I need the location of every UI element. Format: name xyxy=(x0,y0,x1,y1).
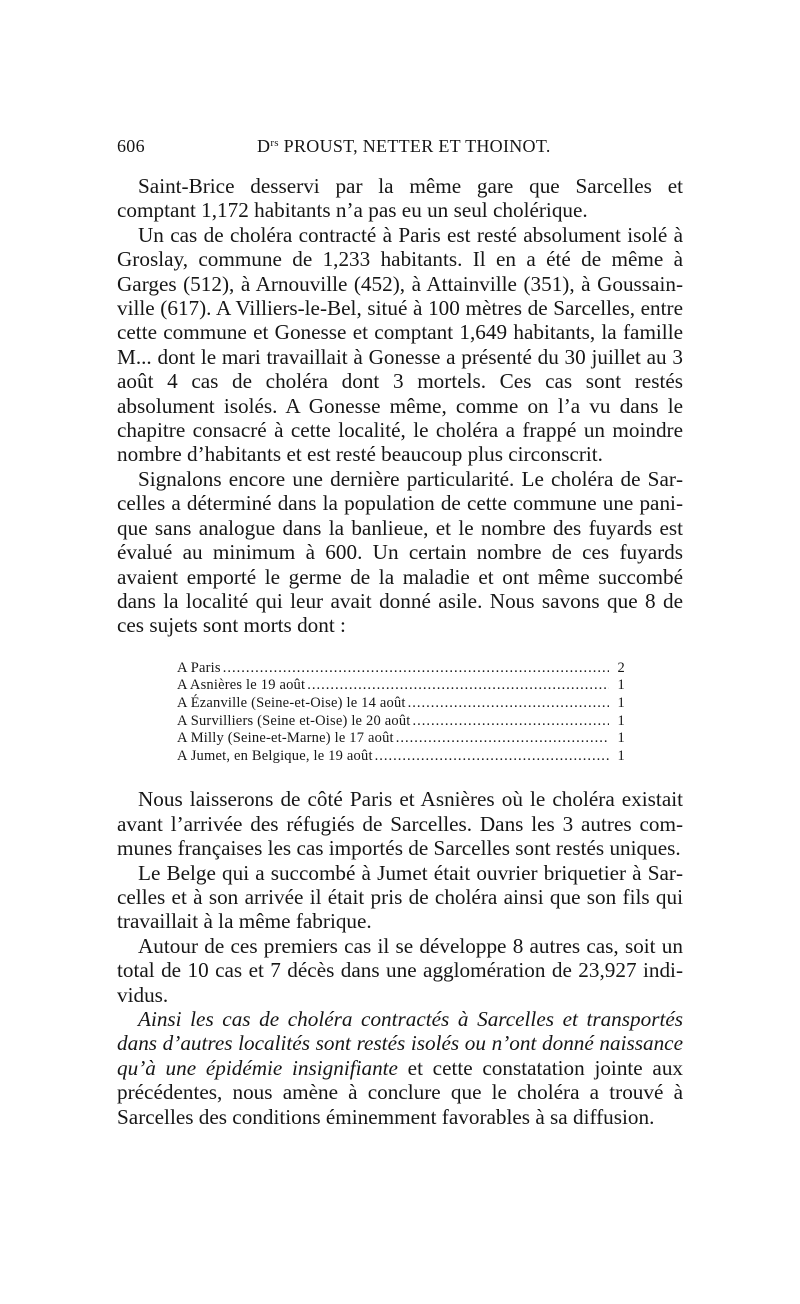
deaths-count: 1 xyxy=(617,677,625,694)
conclusion-rest: et cette constatation jointe aux précédentes, nous amène à conclure que le choléra a trouvé à Sarcelles des conditions éminemment favorables à sa diffusion. xyxy=(117,1055,684,1129)
deaths-place: A Paris xyxy=(177,659,221,676)
dot-leader xyxy=(307,677,609,695)
deaths-place: A Asnières le 19 août xyxy=(177,677,306,694)
paragraph-saint-brice: Saint-Brice desservi par la même gare que Sarcelles et comptant 1,172 habitants n’a pas eu un seul cholérique. xyxy=(117,174,683,223)
deaths-place: A Ézanville (Seine-et-Oise) le 14 août xyxy=(177,694,406,711)
paragraph-jumet: Le Belge qui a succombé à Jumet était ouvrier briquetier à Sarcelles et à son arrivée il était pris de choléra ainsi que son fils qui travaillait à la même fabrique. xyxy=(117,860,683,934)
running-header xyxy=(117,136,683,160)
dot-leader xyxy=(396,730,609,748)
deaths-count: 2 xyxy=(617,659,625,676)
header-title-prefix: D xyxy=(257,136,271,156)
header-title-authors: PROUST, NETTER ET THOINOT. xyxy=(278,136,551,156)
page-number: 606 xyxy=(117,136,145,156)
dot-leader xyxy=(413,713,609,731)
deaths-table xyxy=(177,660,625,766)
deaths-place: A Jumet, en Belgique, le 19 août xyxy=(177,747,373,764)
paragraph-conclusion xyxy=(117,1007,683,1129)
deaths-count: 1 xyxy=(617,730,625,747)
paragraph-isolated-cases: Un cas de choléra contracté à Paris est resté absolument isolé à Groslay, commune de 1,233 habitants. Il en a été de même à Garges (512), à Arnouville (452), à Attainville (351), à Goussainville (617). A Villiers-le-Bel, situé à 100 mètres de Sarcelles, entre cette commune et Gonesse et comptant 1,649 habitants, la famille M... dont le mari travaillait à Gonesse a présenté du 30 juillet au 3 août 4 cas de choléra dont 3 mortels. Ces cas sont restés absolument isolés. A Gonesse même, comme on l’a vu dans le chapitre consacré à cette localité, le choléra a frappé un moindre nombre d’habitants et est resté beaucoup plus circonscrit. xyxy=(117,222,683,467)
deaths-row xyxy=(177,660,625,678)
deaths-count: 1 xyxy=(617,694,625,711)
deaths-row xyxy=(177,730,625,748)
deaths-row xyxy=(177,748,625,766)
paragraph-paris-asnieres: Nous laisserons de côté Paris et Asnières où le choléra existait avant l’arrivée des réfugiés de Sarcelles. Dans les 3 autres communes françaises les cas importés de Sarcelles sont restés uniques. xyxy=(117,787,683,861)
paragraph-totals: Autour de ces premiers cas il se développe 8 autres cas, soit un total de 10 cas et 7 décès dans une agglomération de 23,927 individus. xyxy=(117,933,683,1007)
dot-leader xyxy=(375,748,609,766)
deaths-row xyxy=(177,677,625,695)
deaths-place: A Milly (Seine-et-Marne) le 17 août xyxy=(177,730,394,747)
deaths-count: 1 xyxy=(617,747,625,764)
dot-leader xyxy=(408,695,609,713)
paragraph-fugitives: Signalons encore une dernière particularité. Le choléra de Sarcelles a déterminé dans la population de cette commune une panique sans analogue dans la banlieue, et le nombre des fuyards est évalué au minimum à 600. Un certain nombre de ces fuyards avaient emporté le germe de la maladie et ont même succombé dans la localité qui leur avait donné asile. Nous savons que 8 de ces sujets sont morts dont : xyxy=(117,466,683,638)
deaths-row xyxy=(177,713,625,731)
dot-leader xyxy=(223,660,609,678)
page-content xyxy=(117,136,683,1129)
deaths-place: A Survilliers (Seine et-Oise) le 20 août xyxy=(177,712,411,729)
header-title xyxy=(257,136,683,157)
deaths-row xyxy=(177,695,625,713)
deaths-count: 1 xyxy=(617,712,625,729)
conclusion-italic: Ainsi les cas de choléra contractés à Sarcelles et transportés dans d’autres localités sont restés isolés ou n’ont donné naissance qu’à une épidémie insignifiante xyxy=(117,1006,683,1080)
header-title-superscript: rs xyxy=(270,137,279,149)
